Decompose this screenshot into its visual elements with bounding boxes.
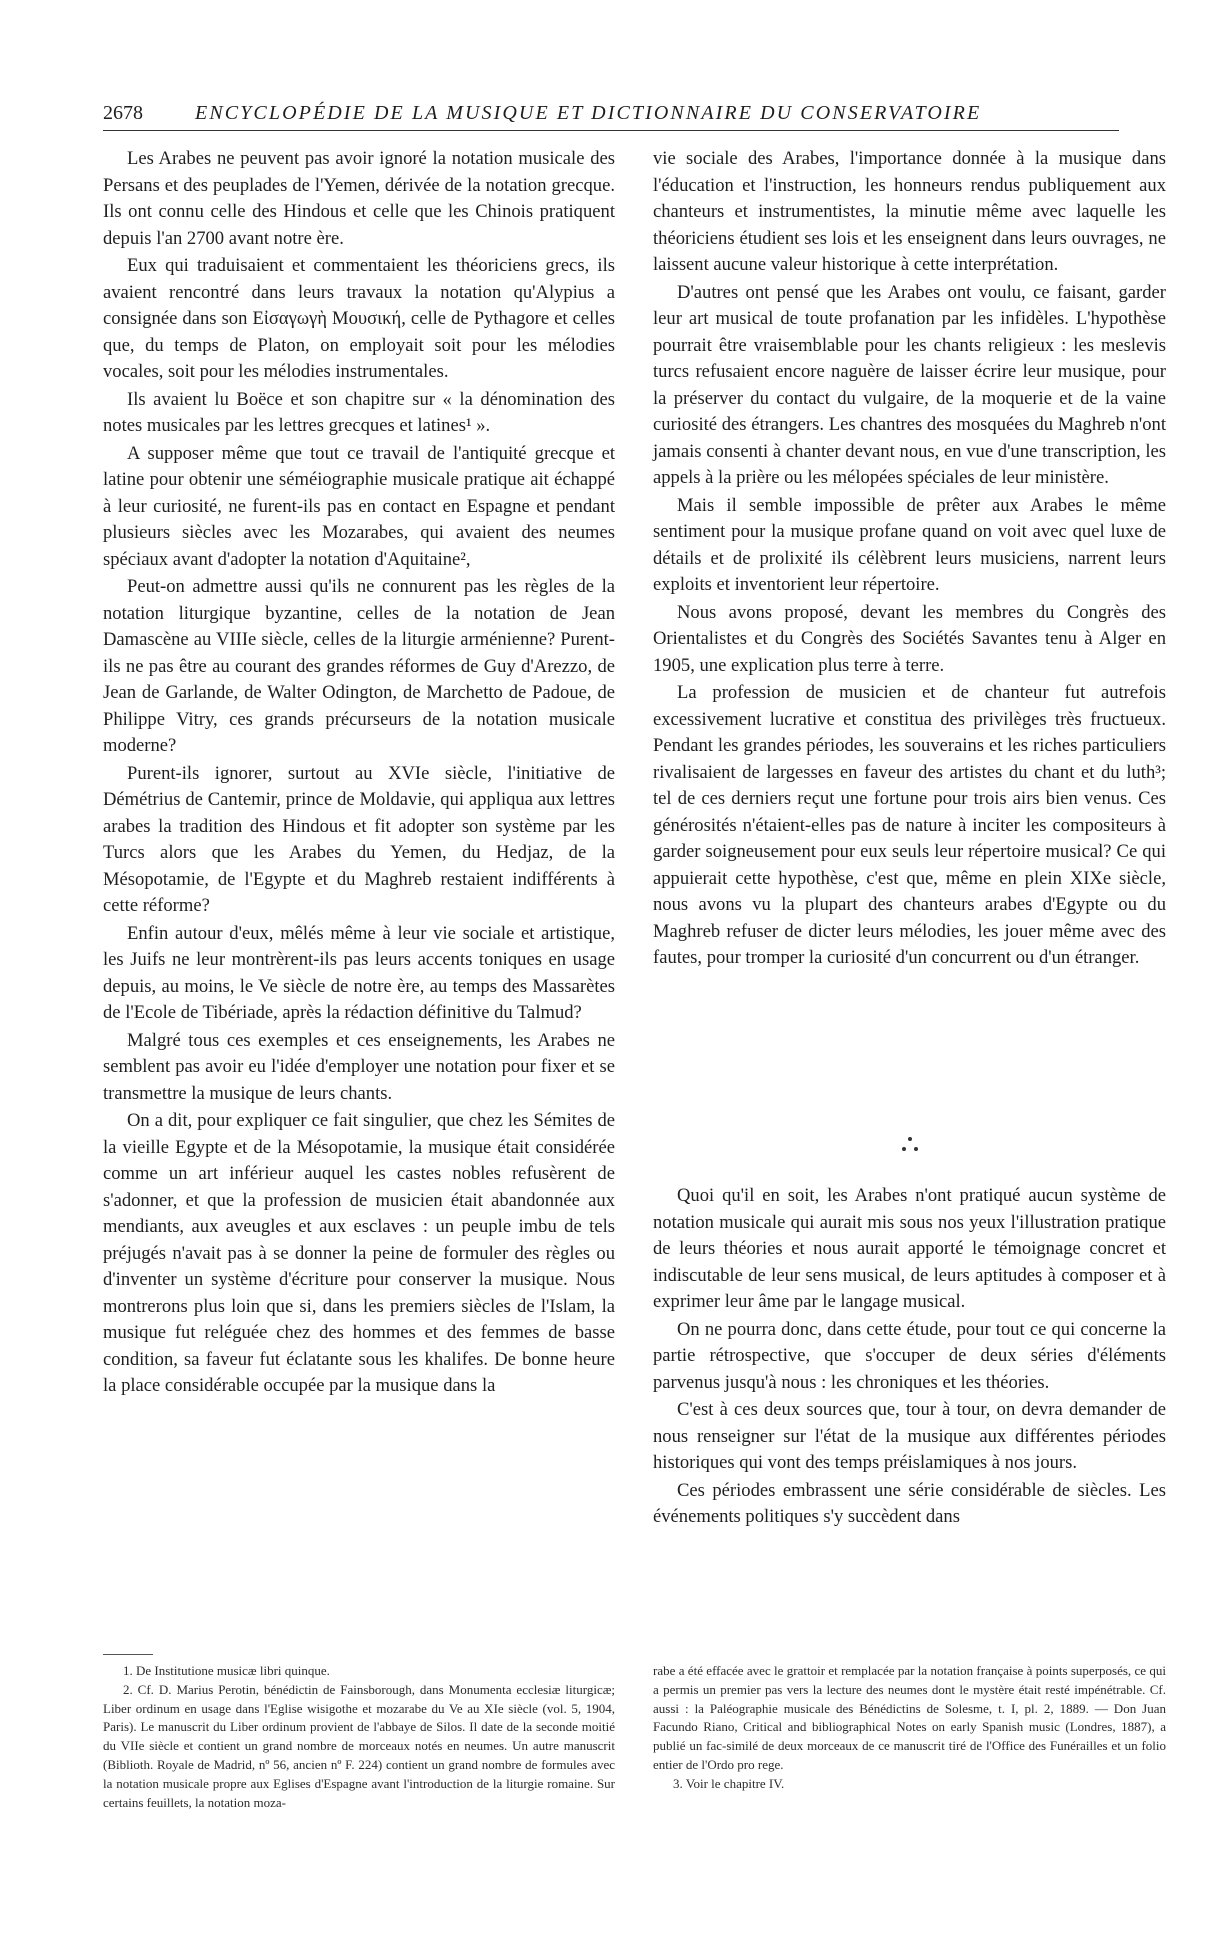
paragraph: C'est à ces deux sources que, tour à tour, on devra demander de nous renseigner sur l'état de la musique aux différentes périodes historiques qui vont des temps préislamiques à nos jours. bbox=[653, 1399, 1166, 1473]
paragraph: Eux qui traduisaient et commentaient les théoriciens grecs, ils avaient rencontré dans leurs travaux la notation qu'Alypius a consignée dans son Εἰσαγωγὴ Μουσική, celle de Pythagore et celles que, du temps de Platon, on employait soit pour les mélodies vocales, soit pour les mélodies instrumentales. bbox=[103, 255, 615, 382]
footnote: 3. Voir le chapitre IV. bbox=[673, 1775, 785, 1791]
paragraph: Les Arabes ne peuvent pas avoir ignoré la notation musicale des Persans et des peuplades de l'Yemen, dérivée de la notation grecque. Ils ont connu celle des Hindous et celle que les Chinois pratiquent depuis l'an 2700 avant notre ère. bbox=[103, 148, 615, 249]
paragraph: On ne pourra donc, dans cette étude, pour tout ce qui concerne la partie rétrospective, que s'occuper de deux séries d'éléments parvenus jusqu'à nous : les chroniques et les théories. bbox=[653, 1318, 1166, 1393]
running-title: ENCYCLOPÉDIE DE LA MUSIQUE ET DICTIONNAIRE DU CONSERVATOIRE bbox=[195, 102, 982, 124]
page-number: 2678 bbox=[103, 102, 143, 124]
footnote-divider bbox=[103, 1654, 153, 1655]
paragraph: Nous avons proposé, devant les membres du Congrès des Orientalistes et du Congrès des Sociétés Savantes tenu à Alger en 1905, une explication plus terre à terre. bbox=[653, 601, 1166, 676]
paragraph: D'autres ont pensé que les Arabes ont voulu, ce faisant, garder leur art musical de toute profanation par les infidèles. L'hypothèse pourrait être vraisemblable pour les chants religieux : les meslevis turcs refusaient encore naguère de laisser écrire leur musique, pour la préserver du contact du vulgaire, de la moquerie et de la vaine curiosité des étrangers. Les chantres des mosquées du Maghreb n'ont jamais consenti à chanter devant nous, en vue d'une transcription, les appels à la prière ou les mélopées spéciales de leur ministère. bbox=[653, 281, 1166, 488]
paragraph: Peut-on admettre aussi qu'ils ne connurent pas les règles de la notation liturgique byzantine, celles de la notation de Jean Damascène au VIIIe siècle, celles de la liturgie arménienne? Purent-ils ne pas être au courant des grandes réformes de Guy d'Arezzo, de Jean de Garlande, de Walter Odington, de Marchetto de Padoue, de Philippe Vitry, ces grands précurseurs de la notation musicale moderne? bbox=[103, 576, 615, 756]
paragraph: Mais il semble impossible de prêter aux Arabes le même sentiment pour la musique profane quand on voit avec quel luxe de détails et de prolixité ils célèbrent leurs musiciens, narrent leurs exploits et inventorient leur répertoire. bbox=[653, 494, 1166, 595]
page-header bbox=[103, 100, 1119, 131]
paragraph: Purent-ils ignorer, surtout au XVIe siècle, l'initiative de Démétrius de Cantemir, prince de Moldavie, qui appliqua aux lettres arabes la tradition des Hindous et fit adopter son système par les Turcs alors que les Arabes du Yemen, du Hedjaz, de la Mésopotamie, de l'Egypte et du Maghreb restaient indifférents à cette réforme? bbox=[103, 762, 615, 916]
asterism-divider bbox=[880, 1131, 940, 1161]
left-column bbox=[103, 146, 615, 1401]
paragraph: On a dit, pour expliquer ce fait singulier, que chez les Sémites de la vieille Egypte et de la Mésopotamie, la musique était considérée comme un art inférieur auquel les castes nobles refusèrent de s'adonner, et que la profession de musicien était abandonnée aux mendiants, aux aveugles et aux esclaves : un peuple imbu de tels préjugés n'avait pas à se donner la peine de formuler des règles ou d'inventer un système d'écriture pour conserver la musique. Nous montrerons plus loin que si, dans les premiers siècles de l'Islam, la musique fut reléguée chez des hommes et des femmes de basse condition, sa faveur fut éclatante sous les khalifes. De bonne heure la place considérable occupée par la musique dans la bbox=[103, 1110, 615, 1396]
paragraph: Ces périodes embrassent une série considérable de siècles. Les événements politiques s'y succèdent dans bbox=[653, 1479, 1166, 1527]
right-column-continued bbox=[653, 1183, 1166, 1532]
paragraph: Enfin autour d'eux, mêlés même à leur vie sociale et artistique, les Juifs ne leur montrèrent-ils pas leurs accents toniques en usage depuis, au moins, le Ve siècle de notre ère, au temps des Massarètes de l'Ecole de Tibériade, après la rédaction définitive du Talmud? bbox=[103, 922, 615, 1023]
paragraph: La profession de musicien et de chanteur fut autrefois excessivement lucrative et constitua des privilèges très fructueux. Pendant les grandes périodes, les souverains et les riches particuliers rivalisaient de largesses en faveur des artistes du chant et du luth³; tel de ces derniers reçut une fortune pour trois airs bien venus. Ces générosités n'étaient-elles pas de nature à inciter les compositeurs à garder soigneusement pour eux seuls leur répertoire musical? Ce qui appuierait cette hypothèse, c'est que, même en plein XIXe siècle, nous avons vu la plupart des chanteurs arabes d'Egypte ou du Maghreb refuser de dicter leurs mélodies, les jouer même avec des fautes, pour tromper la curiosité d'un concurrent ou d'un étranger. bbox=[653, 682, 1166, 968]
paragraph: Malgré tous ces exemples et ces enseignements, les Arabes ne semblent pas avoir eu l'idée d'employer une notation pour fixer et se transmettre la musique de leurs chants. bbox=[103, 1029, 615, 1104]
footnote: rabe a été effacée avec le grattoir et remplacée par la notation française à points superposés, ce qui a permis un premier pas vers la lecture des neumes dont le mystère était resté impénétrable. Cf. aussi : la Paléographie musicale des Bénédictins de Solesme, t. I, pl. 2, 1889. — Don Juan Facundo Riano, Critical and bibliographical Notes on early Spanish music (Londres, 1887), a publié un fac-similé de deux morceaux de ce manuscrit tiré de l'Office des Funérailles et un folio entier de l'Ordo pro rege. bbox=[653, 1663, 1166, 1772]
right-column bbox=[653, 146, 1166, 973]
paragraph: Ils avaient lu Boëce et son chapitre sur « la dénomination des notes musicales par les lettres grecques et latines¹ ». bbox=[103, 388, 615, 436]
footnote: 1. De Institutione musicæ libri quinque. bbox=[123, 1663, 330, 1678]
paragraph: vie sociale des Arabes, l'importance donnée à la musique dans l'éducation et l'instruction, les honneurs rendus publiquement aux chanteurs et instrumentistes, la minutie même avec laquelle les théoriciens étudient ses lois et les enseignent dans leurs ouvrages, ne laissent aucune valeur historique à cette interprétation. bbox=[653, 148, 1166, 275]
paragraph: Quoi qu'il en soit, les Arabes n'ont pratiqué aucun système de notation musicale qui aurait mis sous nos yeux l'illustration pratique de leurs théories et nous aurait apporté le témoignage concret et indiscutable de leur sens musical, de leurs aptitudes à composer et à exprimer leur âme par le langage musical. bbox=[653, 1185, 1166, 1312]
footnotes-left bbox=[103, 1662, 615, 1812]
paragraph: A supposer même que tout ce travail de l'antiquité grecque et latine pour obtenir une séméiographie musicale pratique ait échappé à leur curiosité, ne furent-ils pas en contact en Espagne et pendant plusieurs siècles avec les Mozarabes, qui avaient des neumes spéciaux avant d'adopter la notation d'Aquitaine², bbox=[103, 442, 615, 570]
footnote: 2. Cf. D. Marius Perotin, bénédictin de Fainsborough, dans Monumenta ecclesiæ liturgicæ; Liber ordinum en usage dans l'Eglise wisigothe et mozarabe du Ve au XIe siècle (vol. 5, 1904, Paris). Le manuscrit du Liber ordinum provient de l'abbaye de Silos. Il date de la seconde moitié du VIIe siècle et contient un grand nombre de morceaux notés en neumes. Un autre manuscrit (Biblioth. Royale de Madrid, nº 56, ancien nº F. 224) contient un grand nombre de formules avec la notation musicale propre aux Eglises d'Espagne avant l'introduction de la liturgie romaine. Sur certains feuillets, la notation moza- bbox=[103, 1681, 615, 1810]
footnotes-right bbox=[653, 1662, 1166, 1794]
